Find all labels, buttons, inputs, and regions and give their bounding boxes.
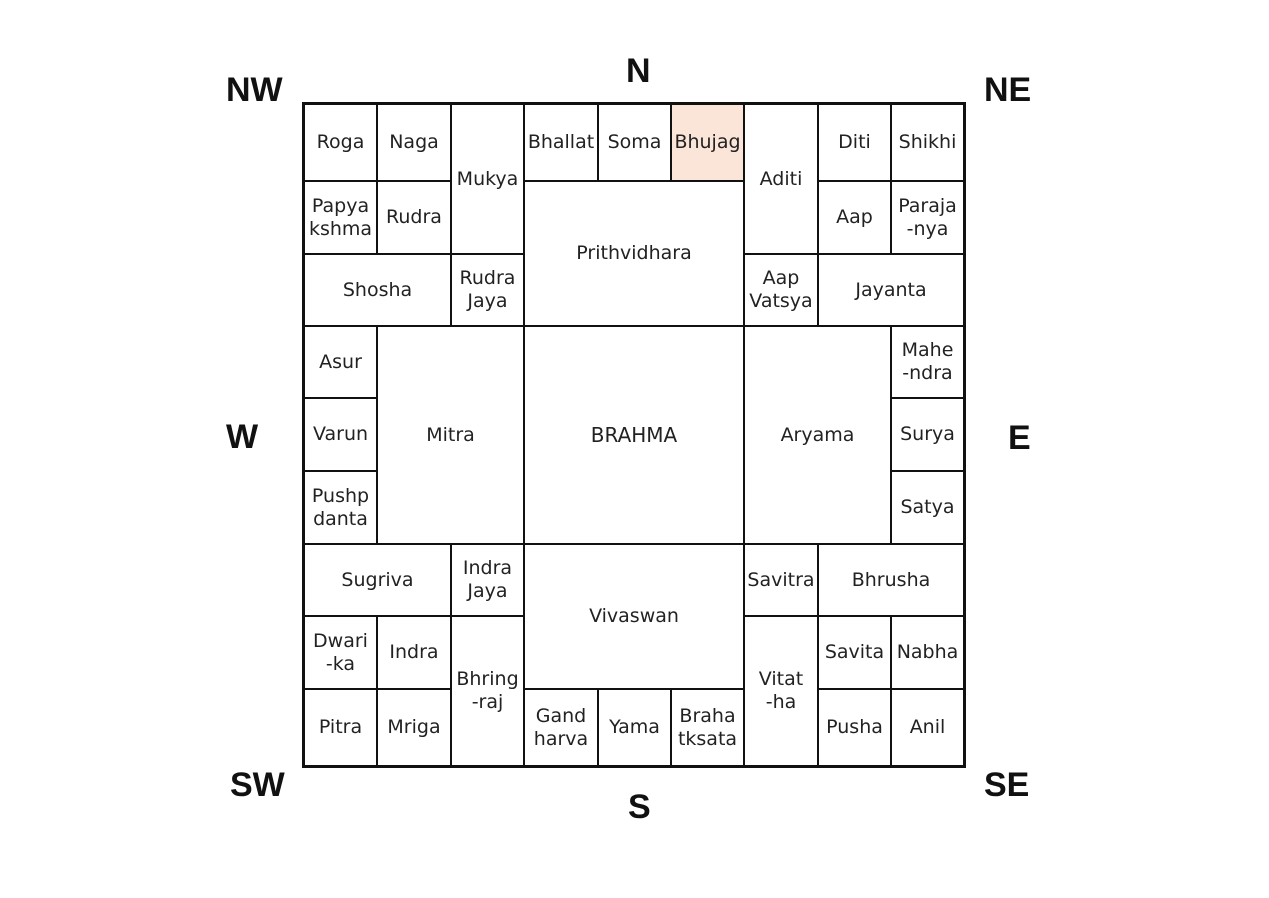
- cell-anil: Anil: [890, 688, 966, 768]
- mandala-grid: [304, 104, 964, 766]
- cell-varun: Varun: [303, 397, 379, 473]
- cell-brahma: BRAHMA: [523, 325, 746, 546]
- direction-e: E: [1008, 419, 1031, 457]
- cell-roga: Roga: [303, 103, 379, 183]
- cell-bhrusha: Bhrusha: [817, 543, 966, 618]
- cell-braha-tksata: Braha tksata: [670, 688, 746, 768]
- cell-rudra: Rudra: [376, 180, 453, 256]
- cell-bhring-raj: Bhring -raj: [450, 615, 526, 768]
- cell-paraja-nya: Paraja -nya: [890, 180, 966, 256]
- cell-vivaswan: Vivaswan: [523, 543, 746, 691]
- cell-pushp-danta: Pushp danta: [303, 470, 379, 546]
- cell-diti: Diti: [817, 103, 893, 183]
- direction-s: S: [628, 788, 651, 826]
- cell-jayanta: Jayanta: [817, 253, 966, 328]
- direction-nw: NW: [226, 71, 283, 109]
- cell-prithvidhara: Prithvidhara: [523, 180, 746, 328]
- cell-pusha: Pusha: [817, 688, 893, 768]
- direction-n: N: [626, 52, 651, 90]
- cell-aap-vatsya: Aap Vatsya: [743, 253, 820, 328]
- cell-nabha: Nabha: [890, 615, 966, 691]
- cell-soma: Soma: [597, 103, 673, 183]
- direction-ne: NE: [984, 71, 1032, 109]
- direction-sw: SW: [230, 766, 285, 804]
- cell-mriga: Mriga: [376, 688, 453, 768]
- cell-shosha: Shosha: [303, 253, 453, 328]
- cell-papya-kshma: Papya kshma: [303, 180, 379, 256]
- cell-indra: Indra: [376, 615, 453, 691]
- cell-bhallat: Bhallat: [523, 103, 600, 183]
- cell-yama: Yama: [597, 688, 673, 768]
- cell-mukya: Mukya: [450, 103, 526, 256]
- cell-indra-jaya: Indra Jaya: [450, 543, 526, 618]
- cell-savita: Savita: [817, 615, 893, 691]
- direction-se: SE: [984, 766, 1030, 804]
- cell-savitra: Savitra: [743, 543, 820, 618]
- cell-satya: Satya: [890, 470, 966, 546]
- cell-rudra-jaya: Rudra Jaya: [450, 253, 526, 328]
- cell-aryama: Aryama: [743, 325, 893, 546]
- cell-aap: Aap: [817, 180, 893, 256]
- cell-mitra: Mitra: [376, 325, 526, 546]
- cell-asur: Asur: [303, 325, 379, 400]
- cell-pitra: Pitra: [303, 688, 379, 768]
- cell-aditi: Aditi: [743, 103, 820, 256]
- cell-naga: Naga: [376, 103, 453, 183]
- cell-gand-harva: Gand harva: [523, 688, 600, 768]
- cell-shikhi: Shikhi: [890, 103, 966, 183]
- cell-dwari-ka: Dwari -ka: [303, 615, 379, 691]
- cell-bhujag: Bhujag: [670, 103, 746, 183]
- cell-surya: Surya: [890, 397, 966, 473]
- cell-vitat-ha: Vitat -ha: [743, 615, 820, 768]
- direction-w: W: [226, 418, 259, 456]
- cell-sugriva: Sugriva: [303, 543, 453, 618]
- cell-mahe-ndra: Mahe -ndra: [890, 325, 966, 400]
